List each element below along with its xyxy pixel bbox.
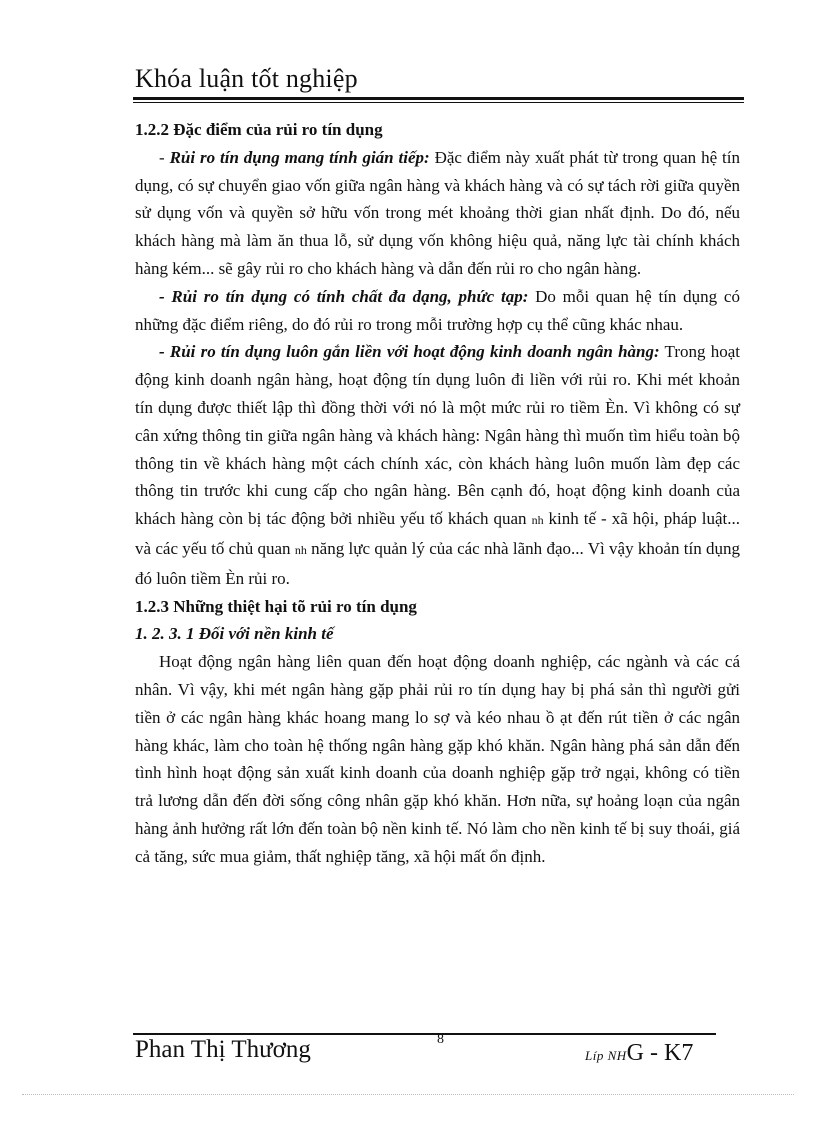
term-diverse-risk: - Rủi ro tín dụng có tính chất đa dạng, phức tạp: xyxy=(159,286,529,306)
document-body xyxy=(135,116,740,871)
header-rule-thin xyxy=(133,102,744,103)
inline-nh: nh xyxy=(294,542,307,557)
footer-rule xyxy=(133,1033,716,1035)
page-header-title: Khóa luận tốt nghiệp xyxy=(135,64,358,93)
inline-nh: nh xyxy=(531,513,544,528)
paragraph-text: năng lực quản lý của các nhà lãnh đạo... Vì vậy khoản tín dụng đó luôn tiềm Èn rủi ro. xyxy=(135,538,740,588)
header-rule-thick xyxy=(133,97,744,100)
footer-class-label xyxy=(585,1040,693,1067)
term-business-linked-risk: - Rủi ro tín dụng luôn gắn liền với hoạt động kinh doanh ngân hàng: xyxy=(159,342,660,362)
class-script: Líp NH xyxy=(585,1048,627,1063)
paragraph-text: Trong hoạt động kinh doanh ngân hàng, hoạt động tín dụng luôn đi liền với rủi ro. Khi mét khoản tín dụng được thiết lập thì đồng thời với nó là một mức rủi ro tiềm Èn. Vì không có sự cân xứng thông tin giữa ngân hàng và khách hàng: Ngân hàng thì muốn tìm hiểu toàn bộ thông tin về khách hàng một cách chính xác, còn khách hàng luôn muốn làm đẹp các thông tin trước khi cung cấp cho ngân hàng. Bên cạnh đó, hoạt động kinh doanh của khách hàng còn bị tác động bởi nhiều yếu tố khách quan xyxy=(135,342,740,529)
class-suffix: G - K7 xyxy=(626,1040,694,1066)
term-indirect-risk: Rủi ro tín dụng mang tính gián tiếp: xyxy=(169,147,430,167)
paragraph-business-linked-risk xyxy=(135,338,740,592)
paragraph-text: kinh tế - xã hội, pháp luật... và các yếu tố chủ quan xyxy=(135,509,740,558)
section-heading-1-2-3: 1.2.3 Những thiệt hại tõ rủi ro tín dụng xyxy=(135,596,417,616)
paragraph-text: Đặc điểm này xuất phát từ trong quan hệ tín dụng, có sự chuyển giao vốn giữa ngân hàng và khách hàng và có sự tách rời giữa quyền sử dụng vốn và quyền sở hữu vốn trong mét khoảng thời gian nhất định. Do đó, nếu khách hàng mà làm ăn thua lỗ, sử dụng vốn không hiệu quả, năng lực tài chính khách hàng kém... sẽ gây rủi ro cho khách hàng và dẫn đến rủi ro cho ngân hàng. xyxy=(135,147,740,278)
footer-author: Phan Thị Thương xyxy=(135,1036,311,1063)
paragraph-economy-impact: Hoạt động ngân hàng liên quan đến hoạt động doanh nghiệp, các ngành và các cá nhân. Vì vậy, khi mét ngân hàng gặp phải rủi ro tín dụng hay bị phá sản thì người gửi tiền ở các ngân hàng khác hoang mang lo sợ và kéo nhau ồ ạt đến rút tiền ở các ngân hàng khác, làm cho toàn hệ thống ngân hàng gặp khó khăn. Ngân hàng phá sản dẫn đến tình hình hoạt động sản xuất kinh doanh của doanh nghiệp gặp trở ngại, không có tiền trả lương dẫn đến đời sống công nhân gặp khó khăn. Hơn nữa, sự hoảng loạn của ngân hàng ảnh hưởng rất lớn đến toàn bộ nền kinh tế. Nó làm cho nền kinh tế bị suy thoái, giá cả tăng, sức mua giảm, thất nghiệp tăng, xã hội mất ổn định. xyxy=(135,652,740,866)
dash: - xyxy=(159,147,170,167)
subsection-heading-1-2-3-1: 1. 2. 3. 1 Đối với nền kinh tế xyxy=(135,624,334,644)
page-bottom-dotted-border xyxy=(22,1094,794,1095)
paragraph-text: Do mỗi quan hệ tín dụng có những đặc điểm riêng, do đó rủi ro trong mỗi trường hợp cụ thể cũng khác nhau. xyxy=(135,286,740,334)
paragraph-diverse-risk xyxy=(135,283,740,339)
section-heading-1-2-2: 1.2.2 Đặc điểm của rủi ro tín dụng xyxy=(135,120,383,139)
page-number: 8 xyxy=(437,1032,444,1047)
paragraph-indirect-risk xyxy=(135,144,740,283)
